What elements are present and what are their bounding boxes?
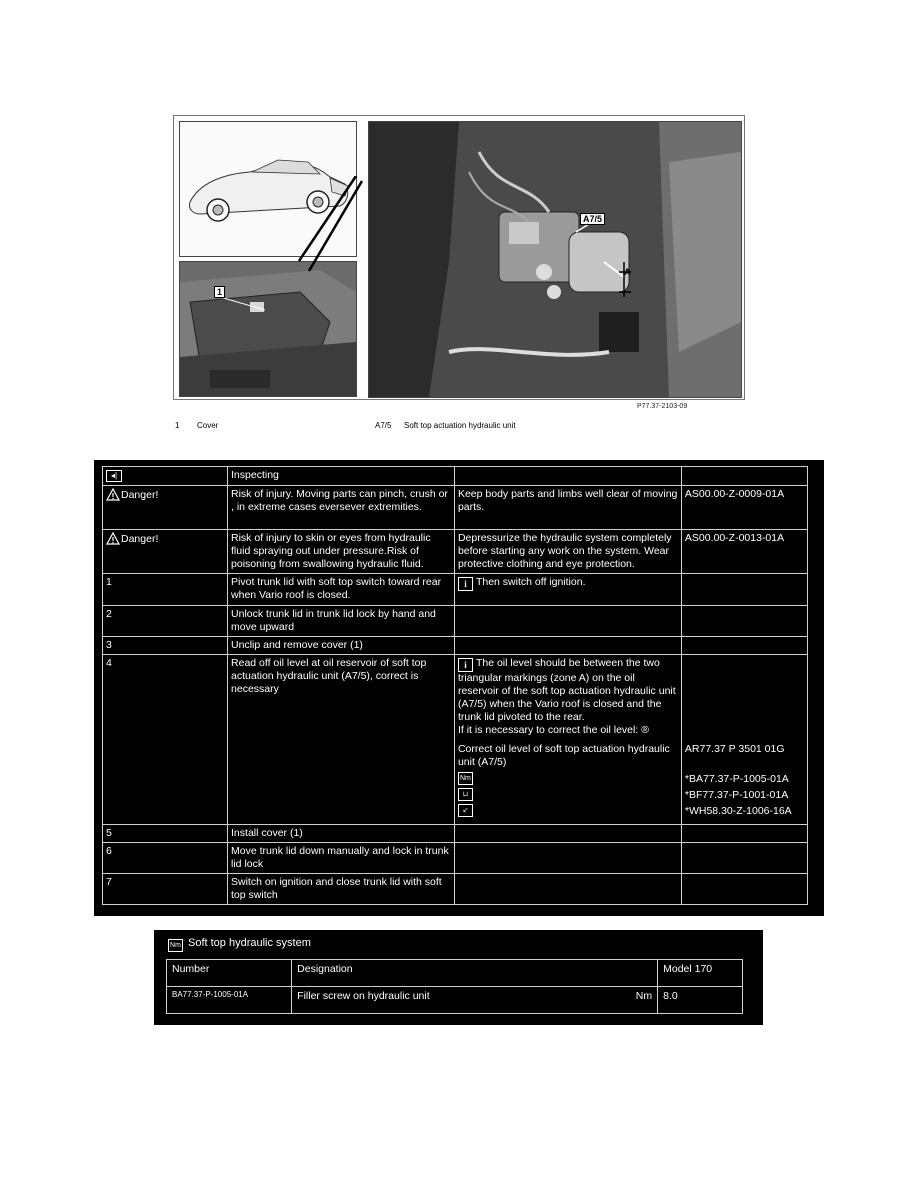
back-icon[interactable]: ◂| bbox=[106, 470, 122, 482]
danger-label: Danger! bbox=[121, 533, 159, 545]
correct-oil-reference[interactable]: AR77.37 P 3501 01G bbox=[684, 743, 785, 755]
step-number: 7 bbox=[103, 874, 228, 905]
step-number: 4 bbox=[103, 655, 228, 825]
warning-icon bbox=[106, 488, 120, 501]
figure-id: P77.37-2103-09 bbox=[637, 403, 688, 410]
procedure-table bbox=[102, 466, 808, 905]
torque-title-text: Soft top hydraulic system bbox=[188, 937, 311, 949]
subref-fluid[interactable]: *BF77.37-P-1001-01A bbox=[684, 789, 789, 801]
oil-correct-note: If it is necessary to correct the oil level: ® bbox=[457, 724, 649, 736]
header-inspecting: Inspecting bbox=[228, 467, 455, 486]
step-note: Keep body parts and limbs well clear of moving parts. bbox=[454, 486, 681, 530]
torque-designation: Filler screw on hydraulic unit bbox=[297, 990, 430, 1002]
step-description: Install cover (1) bbox=[228, 825, 455, 843]
torque-panel bbox=[154, 930, 763, 1025]
step-description: Risk of injury to skin or eyes from hydraulic fluid spraying out under pressure.Risk of poisoning from swallowing hydraulic fluid. bbox=[228, 530, 455, 574]
header-model: Model 170 bbox=[658, 960, 743, 987]
table-row bbox=[103, 874, 808, 905]
danger-label: Danger! bbox=[121, 489, 159, 501]
legend-text-1: Cover bbox=[197, 421, 219, 430]
label-a75: A7/5 bbox=[580, 213, 605, 225]
table-row bbox=[103, 825, 808, 843]
legend-key-2: A7/5 bbox=[375, 421, 392, 430]
leader-lines bbox=[284, 176, 364, 276]
trunk-inset-image bbox=[179, 261, 357, 397]
procedure-panel bbox=[94, 460, 824, 916]
torque-number: BA77.37-P-1005-01A bbox=[167, 987, 292, 1014]
step-note: Depressurize the hydraulic system completely before starting any work on the system. Wear protective clothing and eye protection. bbox=[454, 530, 681, 574]
label-cover: 1 bbox=[214, 286, 225, 298]
illustration-figure bbox=[173, 115, 745, 400]
torque-value: 8.0 bbox=[658, 987, 743, 1014]
table-row bbox=[167, 987, 743, 1014]
torque-table bbox=[166, 959, 743, 1014]
trunk-drawing bbox=[180, 262, 356, 396]
header-designation: Designation bbox=[292, 960, 658, 987]
step-number: 2 bbox=[103, 606, 228, 637]
oil-level-note: The oil level should be between the two triangular markings (zone A) on the oil reservoir of the soft top actuation hydraulic unit (A7/5) when the Vario roof is closed and the trunk lid pivoted to the rear. bbox=[457, 657, 676, 723]
step-number: 6 bbox=[103, 843, 228, 874]
table-row bbox=[103, 637, 808, 655]
correct-oil-text: Correct oil level of soft top actuation hydraulic unit (A7/5) bbox=[457, 743, 670, 768]
legend-key-1: 1 bbox=[175, 421, 180, 430]
step-number: 5 bbox=[103, 825, 228, 843]
step-description: Unclip and remove cover (1) bbox=[228, 637, 455, 655]
step-description: Risk of injury. Moving parts can pinch, crush or , in extreme cases eversever extremities. bbox=[228, 486, 455, 530]
warning-icon bbox=[106, 532, 120, 545]
step-number: 1 bbox=[103, 574, 228, 606]
torque-icon: Nm bbox=[458, 772, 473, 785]
label-zone-a: A bbox=[624, 267, 631, 277]
info-icon: i bbox=[458, 577, 473, 591]
hydraulic-unit-drawing bbox=[369, 122, 741, 397]
table-row bbox=[103, 655, 808, 825]
table-row bbox=[103, 574, 808, 606]
step-description: Pivot trunk lid with soft top switch toward rear when Vario roof is closed. bbox=[228, 574, 455, 606]
step-number: 3 bbox=[103, 637, 228, 655]
table-row bbox=[103, 530, 808, 574]
subref-torque[interactable]: *BA77.37-P-1005-01A bbox=[684, 773, 789, 785]
table-row bbox=[103, 843, 808, 874]
legend-text-2: Soft top actuation hydraulic unit bbox=[404, 421, 516, 430]
step-description: Switch on ignition and close trunk lid with soft top switch bbox=[228, 874, 455, 905]
hydraulic-unit-image bbox=[368, 121, 742, 398]
table-header-row bbox=[103, 467, 808, 486]
header-number: Number bbox=[167, 960, 292, 987]
table-row bbox=[103, 486, 808, 530]
torque-unit: Nm bbox=[635, 990, 653, 1002]
subref-lubricant[interactable]: *WH58.30-Z-1006-16A bbox=[684, 805, 792, 817]
step-description: Read off oil level at oil reservoir of soft top actuation hydraulic unit (A7/5), correct is necessary bbox=[228, 655, 455, 825]
step-reference[interactable]: AS00.00-Z-0013-01A bbox=[681, 530, 807, 574]
info-icon: i bbox=[458, 658, 473, 672]
fluid-icon: ⊔ bbox=[458, 788, 473, 801]
table-row bbox=[103, 606, 808, 637]
step-description: Unlock trunk lid in trunk lid lock by hand and move upward bbox=[228, 606, 455, 637]
torque-title bbox=[168, 937, 311, 952]
lubricant-icon: ↙ bbox=[458, 804, 473, 817]
step-reference[interactable]: AS00.00-Z-0009-01A bbox=[681, 486, 807, 530]
step-note: Then switch off ignition. bbox=[475, 576, 586, 588]
step-description: Move trunk lid down manually and lock in trunk lid lock bbox=[228, 843, 455, 874]
torque-header-row bbox=[167, 960, 743, 987]
torque-icon: Nm bbox=[168, 939, 183, 952]
